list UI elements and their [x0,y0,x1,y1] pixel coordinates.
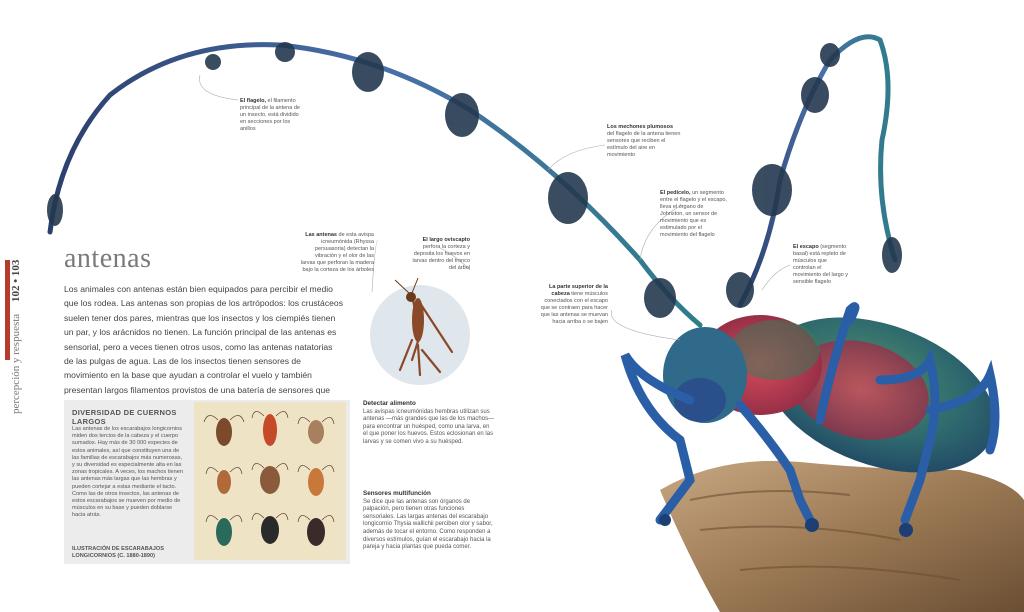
callout-oviscapto [410,237,470,272]
antenna-tufts [47,42,676,318]
callout-escapo-bold: El escapo [793,244,819,250]
box-caption: ILUSTRACIÓN DE ESCARABAJOS LONGICORNIOS (C. 1880-1890) [72,546,164,559]
detect-food-block [363,400,495,447]
beetle-plate-illustration [194,402,346,560]
page-numbers: 102 • 103 [10,259,22,302]
callout-pedicelo-text: un segmento entre el flagelo y el escapo, lleva el órgano de Johnston, un sensor de movimiento que es estimulado por el movimiento del flagelo [660,190,727,238]
diversity-box [64,400,350,564]
callout-mechones-bold: Los mechones plumosos [607,124,674,130]
callout-avispa-text: de esta avispa icneumónida (Rhyssa persuasoria) detectan la vibración y el olor de las larvas que perforan la madera bajo la corteza de los árboles [300,232,374,273]
box-title: DIVERSIDAD DE CUERNOS LARGOS [72,408,177,426]
page-title: antenas [64,243,152,274]
sensors-text: Se dice que las antenas son órganos de palpación, pero tienen otras funciones sensoriales. Las largas antenas del escarabajo longicornio Thysia wallichii perciben olor y sabor, además de tocar el entorno. Como responden a diversos estímulos, guían el escarabajo hacia la pareja y hacia plantas que pueda comer. [363,498,493,551]
page-tab [10,252,32,422]
callout-mechones-text: del flagelo de la antena tienen sensores que reciben el estímulo del aire en movimiento [607,131,681,158]
callout-avispa-bold: Las antenas [305,232,337,238]
callout-avispa [300,232,374,274]
callout-oviscapto-bold: El largo oviscapto [422,237,470,243]
bark-branch [660,461,1024,612]
callout-mechones [607,124,681,159]
detect-title: Detectar alimento [363,400,416,407]
callout-pedicelo-bold: El pedicelo, [660,190,691,196]
box-text: Las antenas de los escarabajos longicornios miden dos tercios de la cabeza y el cuerpo sumados. Hay más de 30 000 especies de estos animales, así que constituyen una de las familias de escarabajos más numerosas, y su diversidad es especialmente alta en las zonas tropicales. A veces, los machos tienen las antenas más largas que las hembras y pueden cortejar a estas mediante el tacto. Como las de otros insectos, las antenas de estos escarabajos se mueven por medio de músculos en su base y pueden doblarse hacia atrás. [72,426,184,519]
intro-paragraph: Los animales con antenas están bien equipados para percibir el medio que los rodea. Las antenas son propias de los artrópodos: los crustáceos suelen tener dos pares, mientras que los insectos y los ciempiés tienen un par, y los arácnidos no tienen. La función principal de las antenas es sensorial, pero a veces tienen otros usos, como las antenas natatorias de las pulgas de agua. Las de los insectos tienen sensores de movimiento en la base que ayudan a controlar el vuelo y también presentan largos filamentos provistos de una batería de sensores que [64,284,343,395]
callout-escapo-text: (segmento basal) está repleto de músculos que controlan el movimiento del largo y sensible flagelo [793,244,849,285]
section-name: percepción y respuesta [10,313,22,414]
callout-flagelo [240,98,304,133]
sensors-block [363,490,495,552]
callout-oviscapto-text: perfora la corteza y deposita los huevos en larvas dentro del tronco del árbol [412,244,470,271]
callout-pedicelo [660,190,728,239]
callout-cabeza-text: tiene músculos conectados con el escapo que se contraen para hacer que las antenas se muevan hacia arriba o se bajen [540,291,608,325]
detect-text: Las avispas icneumónidas hembras utilizan sus antenas —más grandes que las de los machos— para encontrar un huésped, como una larva, en el que poner los huevos. Estos eclosionan en las larvas y se comen vivo a su huésped. [363,408,495,445]
callout-flagelo-bold: El flagelo, [240,98,266,104]
beetle-plate-drawings [194,402,346,560]
callout-cabeza [538,284,608,326]
sensors-title: Sensores multifunción [363,490,431,497]
callout-cabeza-bold: La parte superior de la cabeza [549,284,608,297]
callout-flagelo-text: el filamento principal de la antena de un insecto, está dividido en secciones por los anillos [240,98,300,132]
callout-escapo [793,244,851,286]
